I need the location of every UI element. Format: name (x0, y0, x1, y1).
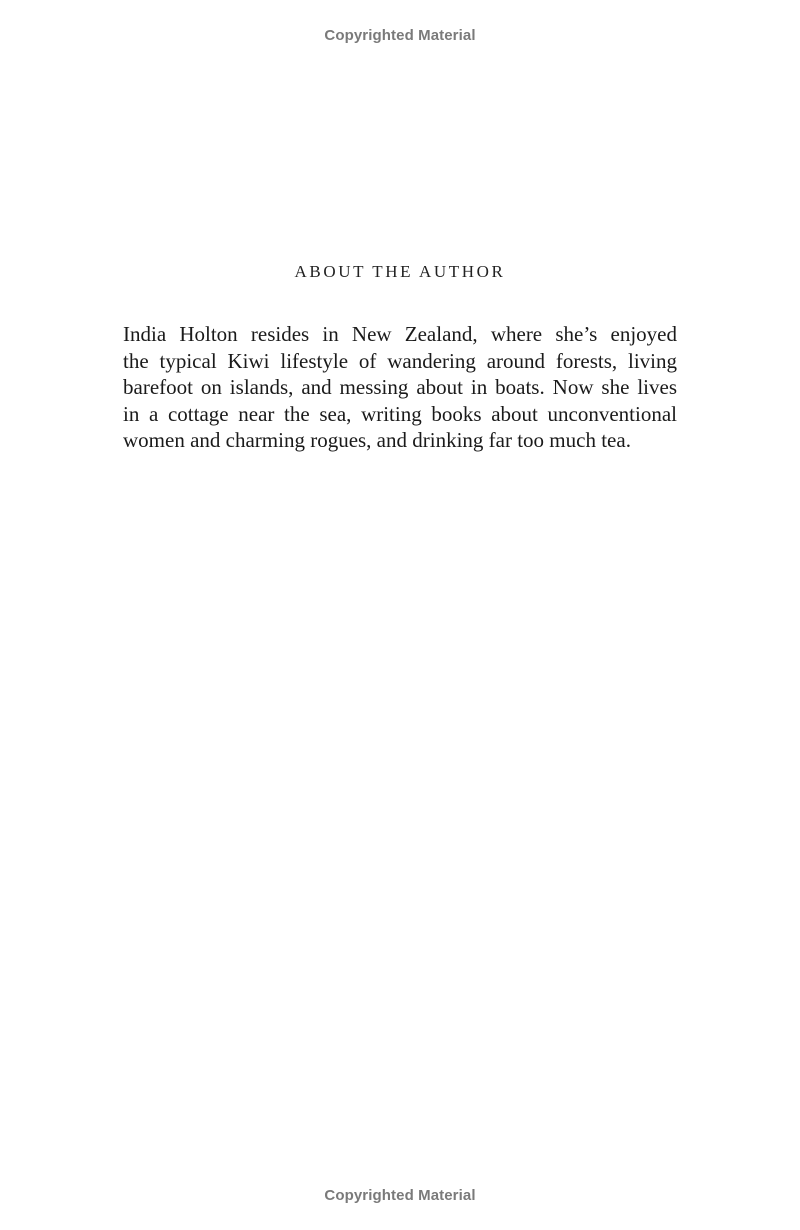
bio-line-3: barefoot on islands, and messing about in boats. Now she lives (123, 375, 677, 399)
copyright-watermark-bottom: Copyrighted Material (324, 1187, 476, 1204)
bio-line-5: women and charming rogues, and drinking far too much tea. (123, 428, 631, 452)
section-heading: ABOUT THE AUTHOR (294, 262, 506, 281)
bio-line-1: India Holton resides in New Zealand, where she’s enjoyed (123, 322, 677, 346)
bio-line-4: in a cottage near the sea, writing books about unconventional (123, 401, 677, 426)
copyright-watermark-top: Copyrighted Material (324, 27, 476, 44)
author-bio-paragraph (123, 321, 677, 454)
bio-line-2: the typical Kiwi lifestyle of wandering around forests, living (123, 348, 677, 373)
